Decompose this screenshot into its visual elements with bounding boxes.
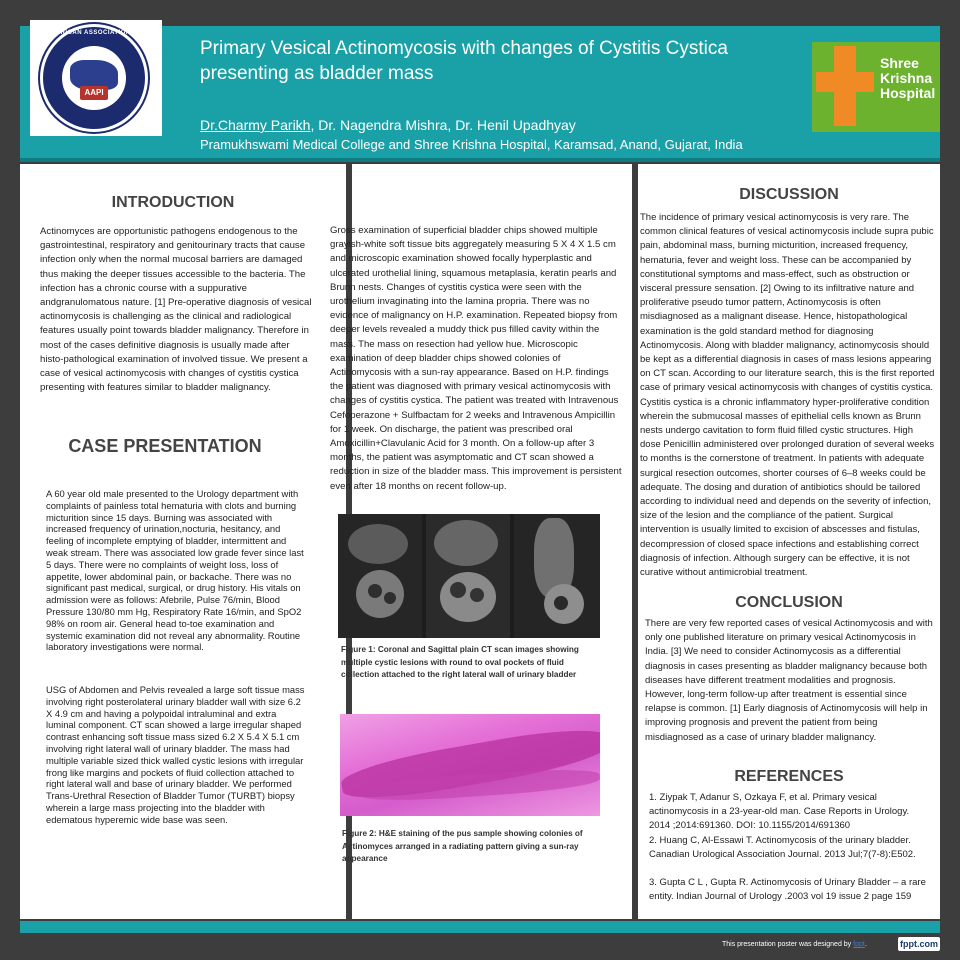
references-heading: REFERENCES xyxy=(734,768,844,785)
introduction-heading: INTRODUCTION xyxy=(111,194,235,211)
hospital-name: Shree Krishna Hospital xyxy=(880,55,936,101)
reference-item: 2. Huang C, Al-Essawi T. Actinomycosis of the urinary bladder. Canadian Urological Association Journal. 2013 Jul;7(7-8):E502. xyxy=(649,835,916,861)
case-heading: CASE PRESENTATION xyxy=(68,436,262,456)
author-link[interactable]: Dr.Charmy Parikh xyxy=(200,117,311,133)
aapi-ring-text: AMERICAN ASSOCIATION OF xyxy=(45,30,143,36)
middle-text: Gross examination of superficial bladder chips showed multiple grayish-white soft tissue bits aggregately measuring 5 X 4 X 1.5 cm and microscopic examination showed focally hyperplastic and ulcerated urothelial lining, squamous metaplasia, keratin pearls and Brunn nests. Changes of cystitis cystica were seen with the urothelium invaginating into the lamina propria. There was no evidence of malignancy on H.P. examination. Repeated biopsy from deeper levels revealed a muddy thick pus filled cavity within the mass. The mass on resection had yellow hue. Microscopic examination of deep bladder chips showed colonies of Actinomycosis with a sun-ray appearance. Based on H.P. findings the patient was diagnosed with primary vesical actinomycosis with changes of cystitis cystica. The patient was treated with Intravenous Cefoperazone + Sulfbactam for 2 weeks and Intravenous Ampicillin for 1 week. On discharge, the patient was prescribed oral Amoxicillin+Clavulanic Acid for 3 month. On a follow-up after 3 months, the patient was asymptomatic and CT scan showed a reduction in size of the bladder mass. This improvement is persistent even after 18 months on recent follow-up. xyxy=(330,225,622,492)
case-paragraph-2: USG of Abdomen and Pelvis revealed a large soft tissue mass involving right posterolateral urinary bladder wall with size 6.2 X 4.9 cm and having a polypoidal intraluminal and extra luminal component. CT scan showed a large irregular shaped contrast enhancing soft tissue mass sized 6.2 X 5.4 X 5.1 cm involving right lateral wall of urinary bladder. The mass had multiple variable sized thick walled cystic lesions with irregular frong like margins and pockets of fluid collection attached to right lateral wall and base of urinary bladder. We performed Trans-Urethral Resection of Bladder Tumor (TURBT) biopsy wherein a large mass projecting into the bladder with edematous hyperemic wide base was seen. xyxy=(46,684,305,825)
fppt-link[interactable]: fppt xyxy=(853,941,865,948)
discussion-heading: DISCUSSION xyxy=(739,186,839,203)
credit-text: This presentation poster was designed by xyxy=(722,941,852,948)
gutter-2 xyxy=(632,164,638,919)
ct-scan-image xyxy=(338,514,600,638)
aapi-logo xyxy=(30,20,162,136)
shree-krishna-hospital-logo xyxy=(812,42,940,132)
poster-title: Primary Vesical Actinomycosis with changes of Cystitis Cystica presenting as bladder mass xyxy=(200,38,728,84)
credit-period: . xyxy=(864,941,867,948)
authors-rest: , Dr. Nagendra Mishra, Dr. Henil Upadhyay xyxy=(310,117,576,133)
case-paragraph-1: A 60 year old male presented to the Urology department with complaints of painless total hematuria with clots and burning micturition since 15 days. Burning was associated with increased frequency of urination,nocturia, hesitancy, and feeling of incomplete emptying of bladder, intermittent and weak stream. There was associated low grade fever since last 5 days. There were no complaints of weight loss, loss of appetite, lower abdominal pain, or backache. There was no significant past medical, surgical, or drug history. His vitals on admission were as follows: Afebrile, Pulse 76/min, Blood Pressure 130/80 mm Hg, Respiratory Rate 16/min, and SpO2 98% on room air. General head to-toe examination and systemic examination did not reveal any abnormality. Routine laboratory investigations were normal. xyxy=(46,488,304,653)
fppt-badge[interactable]: fppt.com xyxy=(900,939,938,949)
discussion-text: The incidence of primary vesical actinomycosis is very rare. The common clinical features of vesical actinomycosis include supra pubic pain, abdominal mass, burning micturition, increased frequency, hematuria, fever and weight loss. These can be accompanied by constitutional symptoms and mass-effect, such as obstruction or visceral pressure sensation. [2] Owing to its infiltrative nature and proliferative pseudo tumor pattern, Actinomycosis is often misdiagnosed as a malignant disease. Hence, histopathological examination is the gold standard method for diagnosing Actinomycosis. Along with bladder malignancy, actinomycosis should be kept as a differential diagnosis in cases of mass lesions appearing on CT scan. According to our literature search, this is the first reported case of primary vesical actinomycosis with changes of cystitis cystica. Cystitis cystica is a chronic inflammatory hyper-proliferative condition wherein the submucosal masses of epithelial cells known as Brunn nests undergo cavitation to form fluid filled cystic structures. High dose Penicillin administered over prolonged duration of several weeks to months is the cornerstone of treatment. In patients with adequate surgical resection outcomes, shorter courses of 6–8 weeks could be adequate. The dosing and duration of antibiotics should be tailored according to individual need and depends on the severity of infection, size of the lesion and the compliance of the patient. Surgical intervention is usually limited to excision of abscesses and fistulas, decompression of closed space infections and establishing correct diagnosis of infection. Although surgery can be effective, it is not curative without antimicrobial treatment. xyxy=(640,212,935,579)
aapi-label: AAPI xyxy=(80,86,108,100)
reference-item: 3. Gupta C L , Gupta R. Actinomycosis of Urinary Bladder – a rare entity. Indian Journal of Urology .2003 vol 19 issue 2 page 159 xyxy=(649,877,926,903)
footer-bar xyxy=(20,921,940,933)
histology-image xyxy=(340,714,600,816)
cross-icon-bar xyxy=(816,72,874,92)
reference-item: 1. Ziypak T, Adanur S, Ozkaya F, et al. Primary vesical actinomycosis in a 23-year-old man. Case Reports in Urology. 2014 ;2014:691360. DOI: 10.1155/2014/691360 xyxy=(649,792,910,832)
poster-affiliation: Pramukhswami Medical College and Shree Krishna Hospital, Karamsad, Anand, Gujarat, India xyxy=(200,137,743,152)
poster-authors xyxy=(200,116,800,134)
conclusion-heading: CONCLUSION xyxy=(735,594,843,611)
conclusion-text: There are very few reported cases of vesical Actinomycosis and with only one published literature on primary vesical Actinomycosis in India. [3] We need to consider Actinomycosis as a differential diagnosis in cases presenting as bladder malignancy because both diseases have different treatment modalities and prognosis. However, long-term follow-up after treatment is essential since relapse is common. [1] Early diagnosis of Actinomycosis will help in improving prognosis and prevent the patient from being misdiagnosed as a case of urinary bladder malignancy. xyxy=(645,618,933,743)
footer-credit xyxy=(722,941,867,948)
figure-2-caption: Figure 2: H&E staining of the pus sample showing colonies of Actinomyces arranged in a radiating pattern giving a sun-ray appearance xyxy=(342,829,583,864)
header-divider xyxy=(20,158,940,162)
aapi-seal-center xyxy=(62,46,126,110)
introduction-text: Actinomyces are opportunistic pathogens endogenous to the gastrointestinal, respiratory and genitourinary tracts that cause infection only when the normal mucosal barriers are damaged thus making the deeper tissues accessible to the bacteria. The infection has a chronic course with a suppurative andgranulomatous nature. [1] Pre-operative diagnosis of vesical actinomycosis is challenging as the clinical and radiological features usually point towards bladder malignancy. Therefore in most of the cases definitive diagnosis is usually made after histo-pathological examination of involved tissue. We present a case of vesical actinomycosis with changes of cystitis cystica presenting with features similar to bladder malignancy. xyxy=(40,226,312,394)
figure-1-caption: Figure 1: Coronal and Sagittal plain CT scan images showing multiple cystic lesions with round to oval pockets of fluid collection attached to the right lateral wall of urinary bladder xyxy=(341,645,579,680)
aapi-seal xyxy=(40,24,148,132)
